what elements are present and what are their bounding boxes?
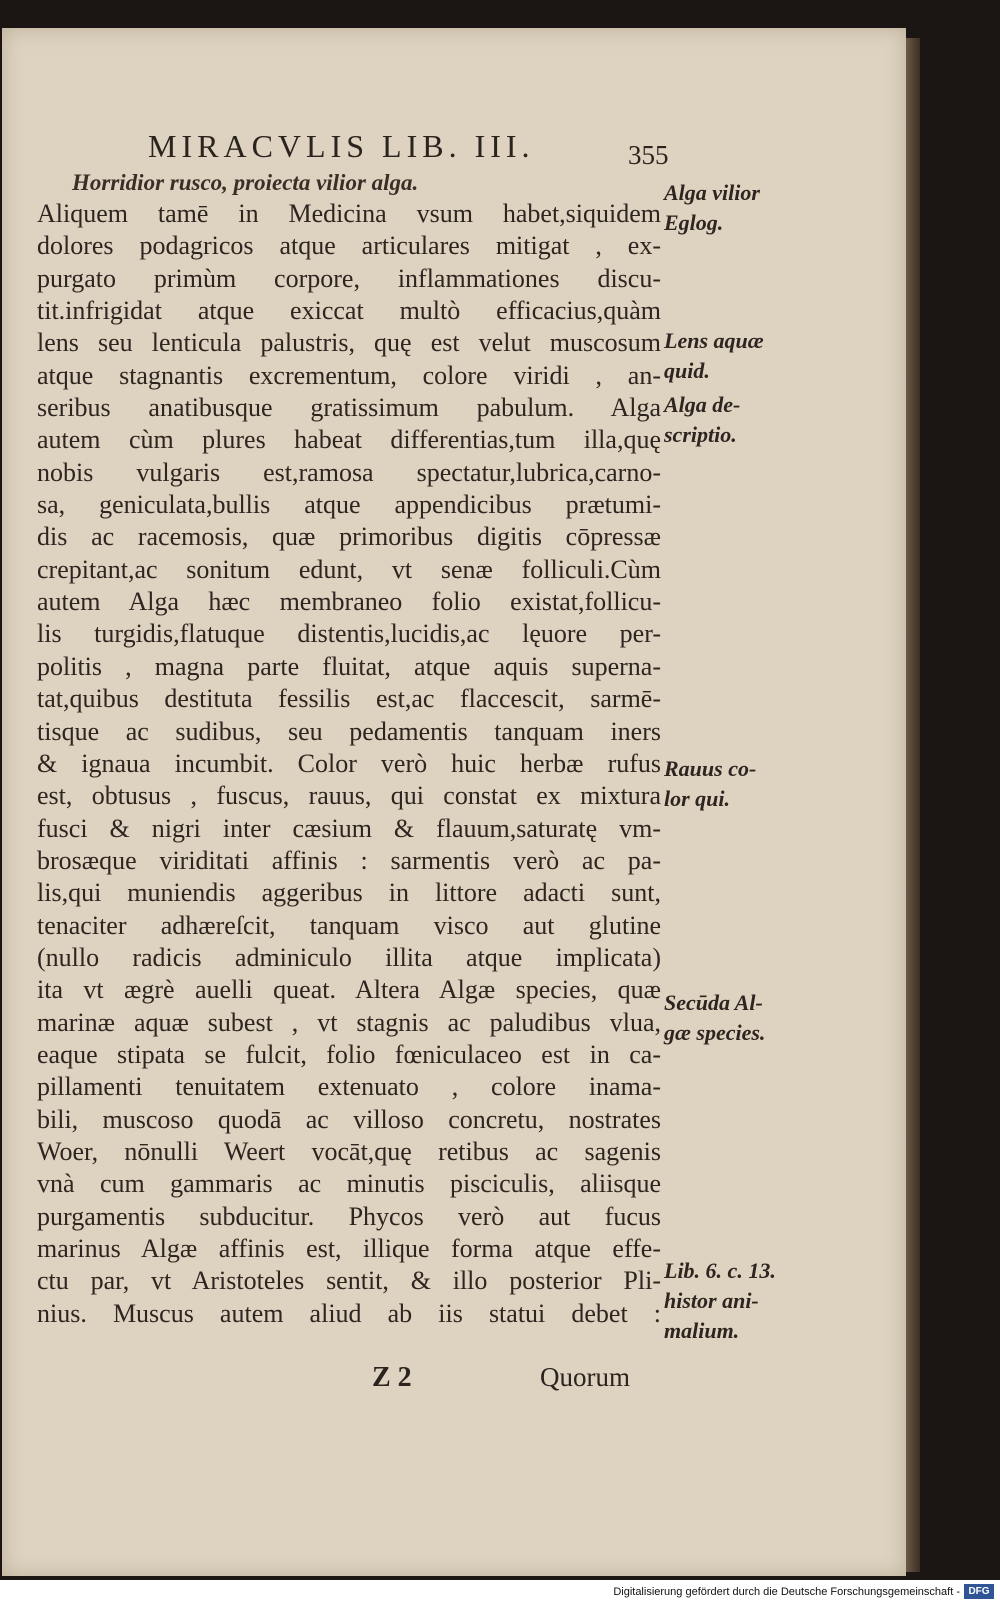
text-line: Aliquem tamē in Medicina vsum habet,siquidem bbox=[37, 199, 661, 228]
marginal-note-secunda-algae bbox=[664, 988, 814, 1048]
marginal-line: malium. bbox=[664, 1318, 740, 1343]
marginal-line: Alga vilior bbox=[664, 180, 760, 205]
text-line: tenaciter adhæreſcit, tanquam visco aut glutine bbox=[37, 910, 661, 940]
text-line: purgamentis subducitur. Phycos verò aut fucus bbox=[37, 1201, 661, 1231]
marginal-line: histor ani- bbox=[664, 1288, 759, 1313]
text-line: eaque stipata se fulcit, folio fœniculaceo est in ca- bbox=[37, 1039, 661, 1069]
text-line: lis turgidis,flatuque distentis,lucidis,ac lęuore per- bbox=[37, 619, 661, 649]
text-line: autem cùm plures habeat differentias,tum illa,quę bbox=[37, 425, 661, 455]
text-line: pillamenti tenuitatem extenuato , colore inama- bbox=[37, 1072, 661, 1102]
marginal-note-rauus-color bbox=[664, 754, 814, 814]
text-line: brosæque viriditati affinis : sarmentis verò ac pa- bbox=[37, 845, 661, 875]
marginal-line: Secūda Al- bbox=[664, 990, 763, 1015]
marginal-line: Rauus co- bbox=[664, 756, 757, 781]
text-line: seribus anatibusque gratissimum pabulum. Alga bbox=[37, 393, 661, 423]
dfg-logo: DFG bbox=[964, 1584, 994, 1599]
text-line: sa, geniculata,bullis atque appendicibus prætumi- bbox=[37, 490, 661, 520]
body-text bbox=[37, 198, 661, 1330]
text-line: Woer, nōnulli Weert vocāt,quę retibus ac sagenis bbox=[37, 1136, 661, 1166]
text-line: dis ac racemosis, quæ primoribus digitis cōpressæ bbox=[37, 522, 661, 552]
verse-quotation: Horridior rusco, proiecta vilior alga. bbox=[72, 170, 419, 195]
text-line: ita vt ægrè auelli queat. Altera Algæ species, quæ bbox=[37, 975, 661, 1005]
text-line: marinus Algæ affinis est, illique forma atque effe- bbox=[37, 1234, 661, 1263]
text-line: ctu par, vt Aristoteles sentit, & illo posterior Pli- bbox=[37, 1266, 661, 1296]
marginal-line: Lib. 6. c. 13. bbox=[664, 1258, 776, 1283]
text-line: politis , magna parte fluitat, atque aquis superna- bbox=[37, 651, 661, 681]
text-line: & ignaua incumbit. Color verò huic herbæ rufus bbox=[37, 748, 661, 778]
text-line: crepitant,ac sonitum edunt, vt senæ folliculi.Cùm bbox=[37, 554, 661, 584]
marginal-note-lens-aquae bbox=[664, 326, 814, 386]
marginal-note-alga-descriptio bbox=[664, 390, 814, 450]
text-line: autem Alga hæc membraneo folio existat,follicu- bbox=[37, 587, 661, 617]
marginal-line: Alga de- bbox=[664, 392, 741, 417]
text-line: (nullo radicis adminiculo illita atque implicata) bbox=[37, 942, 661, 972]
text-line: est, obtusus , fuscus, rauus, qui constat ex mixtura bbox=[37, 781, 661, 811]
catchword: Quorum bbox=[540, 1362, 630, 1392]
page-number: 355 bbox=[628, 140, 669, 170]
text-line: vnà cum gammaris ac minutis pisciculis, aliisque bbox=[37, 1169, 661, 1199]
text-line: bili, muscoso quodā ac villoso concretu, nostrates bbox=[37, 1104, 661, 1134]
marginal-line: quid. bbox=[664, 358, 710, 383]
text-line: lens seu lenticula palustris, quę est velut muscosum bbox=[37, 328, 661, 358]
funding-credit: Digitalisierung gefördert durch die Deutsche Forschungsgemeinschaft - bbox=[613, 1586, 960, 1598]
text-line: tisque ac sudibus, seu pedamentis tanquam iners bbox=[37, 716, 661, 746]
text-line: marinæ aquæ subest , vt stagnis ac paludibus vlua, bbox=[37, 1007, 661, 1037]
marginal-line: Lens aquæ bbox=[664, 328, 764, 353]
text-line: purgato primùm corpore, inflammationes discu- bbox=[37, 263, 661, 293]
text-line: dolores podagricos atque articulares mitigat , ex- bbox=[37, 231, 661, 261]
text-line: lis,qui muniendis aggeribus in littore adacti sunt, bbox=[37, 878, 661, 908]
marginal-line: lor qui. bbox=[664, 786, 731, 811]
signature-mark: Z 2 bbox=[372, 1362, 412, 1393]
marginal-note-alga-vilior bbox=[664, 178, 814, 238]
marginal-line: Eglog. bbox=[664, 210, 724, 235]
text-line: nobis vulgaris est,ramosa spectatur,lubrica,carno- bbox=[37, 457, 661, 487]
running-head: MIRACVLIS LIB. III. bbox=[148, 128, 535, 164]
page-edge bbox=[906, 38, 920, 1572]
marginal-line: scriptio. bbox=[664, 422, 737, 447]
text-line: atque stagnantis excrementum, colore viridi , an- bbox=[37, 360, 661, 390]
text-line: tat,quibus destituta fessilis est,ac flaccescit, sarmē- bbox=[37, 684, 661, 714]
marginal-note-lib-hist bbox=[664, 1256, 814, 1346]
marginal-line: gæ species. bbox=[664, 1020, 766, 1045]
text-line: tit.infrigidat atque exiccat multò efficacius,quàm bbox=[37, 296, 661, 326]
text-line: fusci & nigri inter cæsium & flauum,saturatę vm- bbox=[37, 813, 661, 843]
text-line: nius. Muscus autem aliud ab iis statui debet : bbox=[37, 1298, 661, 1328]
